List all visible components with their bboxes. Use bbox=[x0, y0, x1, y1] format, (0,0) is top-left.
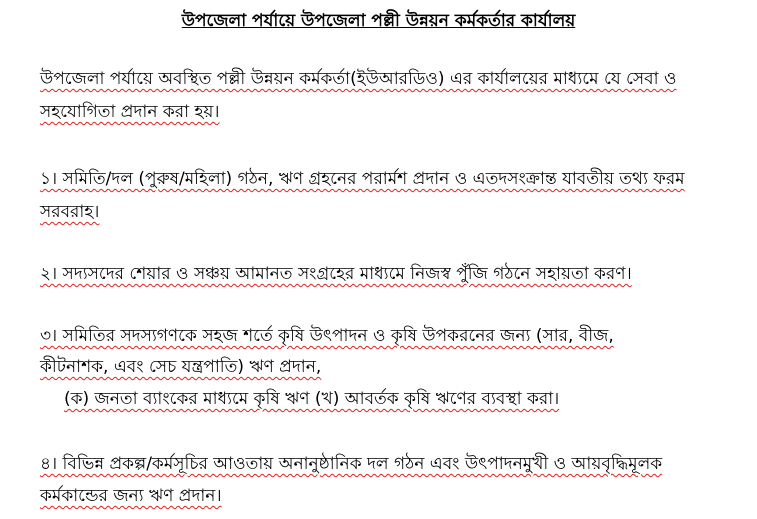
intro-line-2: সহযোগিতা প্রদান করা হয়। bbox=[40, 102, 220, 122]
item-2-line-1: ২। সদ্যসদের শেয়ার ও সঞ্চয় আমানত সংগ্রহের মাধ্যমে নিজস্ব পুঁজি গঠনে সহায়তা করণ। bbox=[40, 264, 632, 284]
item-3-line-2: কীটনাশক, এবং সেচ যন্ত্রপাতি) ঋণ প্রদান, bbox=[40, 357, 322, 377]
intro-line-1: উপজেলা পর্যায়ে অবস্থিত পল্লী উন্নয়ন কর্মকর্তা(ইউআরডিও) এর কার্যালয়ের মাধ্যমে যে সেবা ও bbox=[40, 69, 677, 89]
item-3-line-1: ৩। সমিতির সদস্যগণকে সহজ শর্তে কৃষি উৎপাদন ও কৃষি উপকরনের জন্য (সার, বীজ, bbox=[40, 326, 614, 346]
item-4-line-1: ৪। বিভিন্ন প্রকল্প/কর্মসূচির আওতায় অনানুষ্ঠানিক দল গঠন এবং উৎপাদনমুখী ও আয়বৃদ্ধিমূলক bbox=[40, 454, 663, 474]
item-4-line-2: কর্মকান্ডের জন্য ঋণ প্রদান। bbox=[40, 486, 222, 506]
document-title: উপজেলা পর্যায়ে উপজেলা পল্লী উন্নয়ন কর্মকর্তার কার্যালয় bbox=[181, 11, 576, 31]
item-1-line-2: সরবরাহ। bbox=[40, 202, 100, 222]
item-1-line-1: ১। সমিতি/দল (পুরুষ/মহিলা) গঠন, ঋণ গ্রহনের পরার্মশ প্রদান ও এতদসংক্রান্ত যাবতীয় তথ্য ফরম bbox=[40, 169, 685, 189]
item-3-subitem: (ক) জনতা ব্যাংকের মাধ্যমে কৃষি ঋণ (খ) আবর্তক কৃষি ঋণের ব্যবস্থা করা। bbox=[64, 389, 560, 409]
